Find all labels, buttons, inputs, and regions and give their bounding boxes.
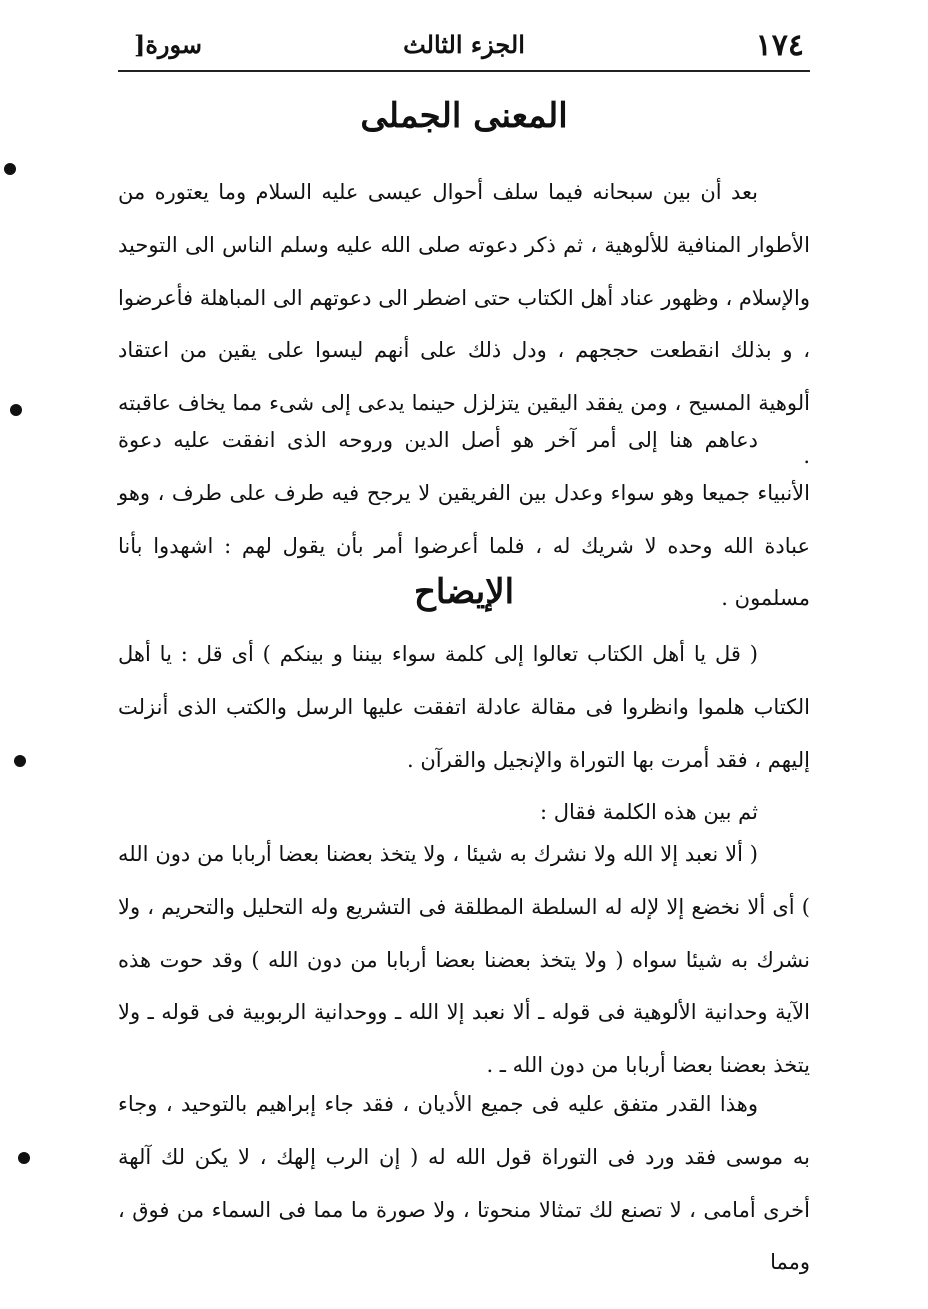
surah-label-group bbox=[128, 30, 202, 59]
margin-dot bbox=[18, 1152, 30, 1164]
part-label: الجزء الثالث bbox=[403, 30, 525, 59]
section-heading-summary: المعنى الجملى bbox=[360, 96, 568, 136]
page-header bbox=[118, 18, 810, 72]
paragraph-explanation-3: ( ألا نعبد إلا الله ولا نشرك به شيئا ، ولا يتخذ بعضنا بعضا أربابا من دون الله ) أى ألا نخضع إلا لإله له السلطة المطلقة فى التشريع وله التحليل والتحريم ، ولا نشرك به شيئا سواه ( ولا يتخذ بعضنا بعضا أربابا من دون الله ) وقد حوت هذه الآية وحدانية الألوهية فى قوله ـ ألا نعبد إلا الله ـ ووحدانية الربوبية فى قوله ـ ولا يتخذ بعضنا بعضا أربابا من دون الله ـ . bbox=[118, 842, 810, 1078]
paragraph-explanation-4: وهذا القدر متفق عليه فى جميع الأديان ، فقد جاء إبراهيم بالتوحيد ، وجاء به موسى فقد ورد فى التوراة قول الله له ( إن الرب إلهك ، لا يكن لك آلهة أخرى أمامى ، لا تصنع لك تمثالا منحوتا ، ولا صورة ما مما فى السماء من فوق ، ومما bbox=[118, 1092, 810, 1275]
page-number: ١٧٤ bbox=[755, 28, 804, 63]
paragraph-summary-2: دعاهم هنا إلى أمر آخر هو أصل الدين وروحه الذى انفقت عليه دعوة الأنبياء جميعا وهو سواء وعدل بين الفريقين لا يرجح فيه طرف على طرف ، وهو عبادة الله وحده لا شريك له ، فلما أعرضوا أمر بأن يقول لهم : اشهدوا بأنا مسلمون . bbox=[118, 428, 810, 611]
margin-dot bbox=[14, 755, 26, 767]
section-heading-explanation: الإيضاح bbox=[413, 572, 515, 612]
paragraph-explanation-1: ( قل يا أهل الكتاب تعالوا إلى كلمة سواء بيننا و بينكم ) أى قل : يا أهل الكتاب هلموا وانظروا فى مقالة عادلة اتفقت عليها الرسل والكتب الذى أنزلت إليهم ، فقد أمرت بها التوراة والإنجيل والقرآن . bbox=[118, 642, 810, 772]
surah-bracket: [ bbox=[134, 30, 146, 59]
paragraph-summary-1: بعد أن بين سبحانه فيما سلف أحوال عيسى عليه السلام وما يعتوره من الأطوار المنافية للألوهية ، ثم ذكر دعوته صلى الله عليه وسلم الناس الى التوحيد والإسلام ، وظهور عناد أهل الكتاب حتى اضطر الى دعوتهم الى المباهلة فأعرضوا ، و بذلك انقطعت حججهم ، ودل ذلك على أنهم ليسوا على يقين من اعتقاد ألوهية المسيح ، ومن يفقد اليقين يتزلزل حينما يدعى إلى شىء مما يخاف عاقبته . bbox=[118, 180, 810, 468]
margin-dot bbox=[4, 163, 16, 175]
margin-dot bbox=[10, 404, 22, 416]
surah-label: سورة bbox=[145, 30, 203, 59]
paragraph-explanation-2: ثم بين هذه الكلمة فقال : bbox=[539, 800, 758, 824]
